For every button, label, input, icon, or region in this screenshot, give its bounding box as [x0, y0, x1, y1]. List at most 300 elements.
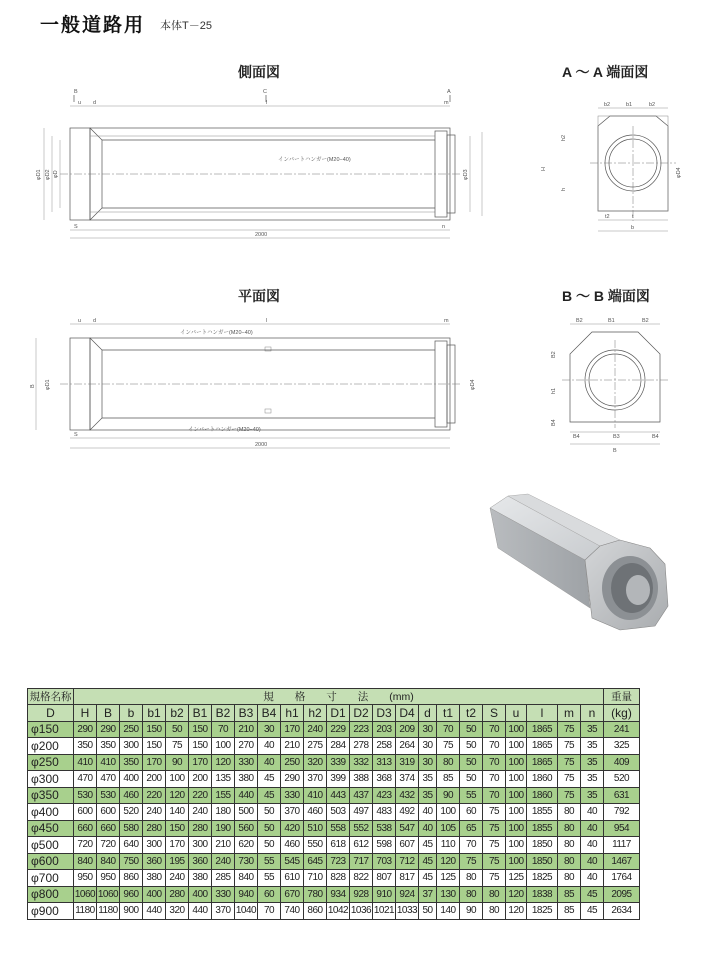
value-cell: 610: [281, 870, 304, 887]
hanger-label: インバートハンガー(M20−40): [278, 157, 351, 163]
table-row: [28, 837, 640, 854]
end-a-view-title: A ～ A 端面図: [562, 64, 649, 80]
column-header: D1: [327, 705, 350, 722]
value-cell: 313: [373, 754, 396, 771]
weight-cell: 409: [604, 754, 640, 771]
value-cell: 399: [327, 771, 350, 788]
value-cell: 740: [281, 903, 304, 920]
label-C: C: [263, 89, 267, 95]
value-cell: 40: [419, 820, 437, 837]
value-cell: 75: [437, 738, 460, 755]
value-cell: 503: [327, 804, 350, 821]
value-cell: 135: [212, 771, 235, 788]
value-cell: 928: [350, 886, 373, 903]
value-cell: 380: [189, 870, 212, 887]
value-cell: 240: [304, 721, 327, 738]
value-cell: 100: [506, 804, 527, 821]
value-cell: 510: [304, 820, 327, 837]
value-cell: 200: [189, 771, 212, 788]
value-cell: 497: [350, 804, 373, 821]
value-cell: 100: [437, 804, 460, 821]
value-cell: 840: [235, 870, 258, 887]
column-header: b2: [166, 705, 189, 722]
svg-text:B1: B1: [608, 318, 615, 324]
weight-cell: 2634: [604, 903, 640, 920]
value-cell: 1855: [527, 820, 558, 837]
value-cell: 70: [460, 837, 483, 854]
value-cell: 828: [327, 870, 350, 887]
value-cell: 550: [304, 837, 327, 854]
value-cell: 100: [506, 787, 527, 804]
side-view-drawing: [30, 84, 470, 254]
table-row: [28, 870, 640, 887]
value-cell: 1042: [327, 903, 350, 920]
value-cell: 350: [97, 738, 120, 755]
svg-text:φD4: φD4: [676, 167, 682, 178]
column-header: n: [581, 705, 604, 722]
value-cell: 170: [166, 837, 189, 854]
svg-text:インバートハンガー(M20−40): インバートハンガー(M20−40): [180, 330, 253, 336]
svg-text:φD2: φD2: [45, 169, 51, 180]
table-row: [28, 820, 640, 837]
value-cell: 545: [281, 853, 304, 870]
value-cell: 374: [396, 771, 419, 788]
value-cell: 75: [166, 738, 189, 755]
value-cell: 240: [212, 853, 235, 870]
end-b-view-title: B ～ B 端面図: [562, 288, 650, 304]
value-cell: 400: [143, 886, 166, 903]
value-cell: 85: [558, 903, 581, 920]
value-cell: 35: [581, 754, 604, 771]
size-cell: φ300: [28, 771, 74, 788]
svg-text:2000: 2000: [255, 232, 268, 238]
value-cell: 258: [373, 738, 396, 755]
table-row: [28, 721, 640, 738]
svg-text:t2: t2: [605, 214, 610, 220]
value-cell: 860: [120, 870, 143, 887]
value-cell: 1060: [74, 886, 97, 903]
value-cell: 339: [327, 754, 350, 771]
group-header: 規 格 寸 法 (mm): [74, 689, 604, 705]
value-cell: 437: [350, 787, 373, 804]
weight-cell: 631: [604, 787, 640, 804]
value-cell: 500: [235, 804, 258, 821]
value-cell: 1865: [527, 738, 558, 755]
svg-text:φD3: φD3: [463, 169, 469, 180]
value-cell: 180: [212, 804, 235, 821]
value-cell: 300: [143, 837, 166, 854]
value-cell: 70: [212, 721, 235, 738]
value-cell: 100: [506, 738, 527, 755]
value-cell: 470: [97, 771, 120, 788]
value-cell: 940: [235, 886, 258, 903]
value-cell: 840: [97, 853, 120, 870]
value-cell: 332: [350, 754, 373, 771]
value-cell: 640: [120, 837, 143, 854]
value-cell: 75: [558, 754, 581, 771]
value-cell: 330: [212, 886, 235, 903]
value-cell: 380: [235, 771, 258, 788]
value-cell: 290: [281, 771, 304, 788]
value-cell: 55: [258, 870, 281, 887]
value-cell: 45: [581, 886, 604, 903]
value-cell: 30: [419, 721, 437, 738]
value-cell: 200: [143, 771, 166, 788]
weight-cell: 520: [604, 771, 640, 788]
value-cell: 45: [419, 870, 437, 887]
value-cell: 80: [558, 870, 581, 887]
value-cell: 35: [581, 771, 604, 788]
value-cell: 275: [304, 738, 327, 755]
value-cell: 75: [558, 738, 581, 755]
svg-text:φD4: φD4: [470, 379, 476, 390]
column-header: t2: [460, 705, 483, 722]
value-cell: 40: [581, 804, 604, 821]
product-photo: [480, 488, 675, 638]
value-cell: 350: [120, 754, 143, 771]
plan-view-title: 平面図: [238, 288, 280, 304]
value-cell: 1021: [373, 903, 396, 920]
value-cell: 190: [212, 820, 235, 837]
value-cell: 75: [483, 837, 506, 854]
end-a-drawing: [540, 86, 690, 246]
value-cell: 80: [558, 820, 581, 837]
value-cell: 934: [327, 886, 350, 903]
column-header: m: [558, 705, 581, 722]
value-cell: 240: [166, 870, 189, 887]
value-cell: 370: [281, 804, 304, 821]
value-cell: 1865: [527, 721, 558, 738]
column-header: d: [419, 705, 437, 722]
svg-text:B2: B2: [576, 318, 583, 324]
value-cell: 538: [373, 820, 396, 837]
side-view-title: 側面図: [238, 64, 280, 80]
size-cell: φ200: [28, 738, 74, 755]
value-cell: 960: [120, 886, 143, 903]
value-cell: 285: [212, 870, 235, 887]
value-cell: 50: [419, 903, 437, 920]
value-cell: 150: [143, 738, 166, 755]
value-cell: 822: [350, 870, 373, 887]
value-cell: 1825: [527, 870, 558, 887]
value-cell: 712: [396, 853, 419, 870]
value-cell: 75: [483, 853, 506, 870]
value-cell: 223: [350, 721, 373, 738]
value-cell: 280: [143, 820, 166, 837]
value-cell: 360: [189, 853, 212, 870]
value-cell: 35: [581, 721, 604, 738]
value-cell: 717: [350, 853, 373, 870]
value-cell: 319: [396, 754, 419, 771]
value-cell: 50: [460, 754, 483, 771]
svg-text:B4: B4: [573, 434, 580, 440]
svg-text:S: S: [74, 224, 78, 230]
value-cell: 120: [506, 886, 527, 903]
value-cell: 600: [97, 804, 120, 821]
value-cell: 75: [558, 771, 581, 788]
table-row: [28, 787, 640, 804]
value-cell: 440: [189, 903, 212, 920]
table-row: [28, 738, 640, 755]
column-header: D3: [373, 705, 396, 722]
value-cell: 40: [581, 870, 604, 887]
value-cell: 1040: [235, 903, 258, 920]
value-cell: 90: [437, 787, 460, 804]
svg-text:φD: φD: [53, 170, 59, 178]
value-cell: 140: [437, 903, 460, 920]
value-cell: 530: [74, 787, 97, 804]
value-cell: 370: [304, 771, 327, 788]
value-cell: 1860: [527, 771, 558, 788]
value-cell: 1036: [350, 903, 373, 920]
value-cell: 1865: [527, 754, 558, 771]
svg-text:h2: h2: [561, 134, 567, 141]
value-cell: 45: [258, 771, 281, 788]
value-cell: 125: [437, 870, 460, 887]
value-cell: 360: [143, 853, 166, 870]
value-cell: 55: [258, 853, 281, 870]
label-A: A: [447, 89, 451, 95]
value-cell: 40: [258, 754, 281, 771]
svg-text:φD1: φD1: [36, 169, 42, 180]
value-cell: 720: [74, 837, 97, 854]
value-cell: 250: [281, 754, 304, 771]
value-cell: 460: [304, 804, 327, 821]
value-cell: 80: [460, 886, 483, 903]
value-cell: 100: [506, 837, 527, 854]
svg-text:t: t: [632, 214, 634, 220]
value-cell: 150: [143, 721, 166, 738]
value-cell: 195: [166, 853, 189, 870]
value-cell: 1033: [396, 903, 419, 920]
svg-text:B: B: [613, 448, 617, 454]
value-cell: 120: [166, 787, 189, 804]
value-cell: 85: [558, 886, 581, 903]
value-cell: 620: [235, 837, 258, 854]
value-cell: 598: [373, 837, 396, 854]
value-cell: 70: [483, 787, 506, 804]
column-header: B1: [189, 705, 212, 722]
column-header: H: [74, 705, 97, 722]
value-cell: 900: [120, 903, 143, 920]
svg-text:u: u: [78, 100, 82, 106]
value-cell: 100: [506, 853, 527, 870]
value-cell: 520: [120, 804, 143, 821]
svg-text:B2: B2: [551, 351, 557, 358]
value-cell: 75: [558, 787, 581, 804]
value-cell: 950: [97, 870, 120, 887]
value-cell: 105: [437, 820, 460, 837]
size-cell: φ800: [28, 886, 74, 903]
value-cell: 210: [235, 721, 258, 738]
svg-text:b: b: [631, 225, 635, 231]
value-cell: 1855: [527, 804, 558, 821]
column-header: b: [120, 705, 143, 722]
value-cell: 50: [258, 837, 281, 854]
value-cell: 75: [483, 820, 506, 837]
value-cell: 40: [581, 853, 604, 870]
svg-text:m: m: [444, 100, 449, 106]
model-label: 本体T－25: [160, 20, 212, 32]
value-cell: 400: [120, 771, 143, 788]
svg-text:B3: B3: [613, 434, 620, 440]
column-header: S: [483, 705, 506, 722]
svg-text:B4: B4: [551, 419, 557, 426]
svg-text:m: m: [444, 318, 449, 324]
column-header: B3: [235, 705, 258, 722]
svg-text:B: B: [30, 384, 36, 388]
value-cell: 460: [281, 837, 304, 854]
value-cell: 40: [581, 820, 604, 837]
svg-text:d: d: [93, 318, 97, 324]
value-cell: 840: [74, 853, 97, 870]
value-cell: 910: [373, 886, 396, 903]
column-header: B: [97, 705, 120, 722]
value-cell: 229: [327, 721, 350, 738]
value-cell: 1850: [527, 853, 558, 870]
svg-text:h: h: [561, 187, 567, 191]
weight-cell: 241: [604, 721, 640, 738]
value-cell: 270: [235, 738, 258, 755]
value-cell: 35: [581, 738, 604, 755]
value-cell: 460: [120, 787, 143, 804]
value-cell: 1860: [527, 787, 558, 804]
value-cell: 210: [281, 738, 304, 755]
value-cell: 530: [97, 787, 120, 804]
value-cell: 80: [483, 886, 506, 903]
corner-header-bottom: D: [28, 705, 74, 722]
value-cell: 290: [74, 721, 97, 738]
value-cell: 440: [143, 903, 166, 920]
value-cell: 90: [460, 903, 483, 920]
value-cell: 75: [483, 804, 506, 821]
size-cell: φ600: [28, 853, 74, 870]
value-cell: 70: [483, 721, 506, 738]
value-cell: 645: [304, 853, 327, 870]
value-cell: 130: [437, 886, 460, 903]
svg-text:d: d: [93, 100, 97, 106]
svg-text:H: H: [541, 167, 547, 171]
value-cell: 50: [460, 738, 483, 755]
value-cell: 670: [281, 886, 304, 903]
value-cell: 250: [120, 721, 143, 738]
value-cell: 807: [373, 870, 396, 887]
value-cell: 400: [189, 886, 212, 903]
value-cell: 203: [373, 721, 396, 738]
table-row: [28, 886, 640, 903]
value-cell: 280: [166, 886, 189, 903]
value-cell: 45: [581, 903, 604, 920]
value-cell: 80: [460, 870, 483, 887]
table-row: [28, 853, 640, 870]
value-cell: 75: [460, 853, 483, 870]
value-cell: 80: [558, 837, 581, 854]
weight-cell: 325: [604, 738, 640, 755]
size-cell: φ350: [28, 787, 74, 804]
value-cell: 470: [74, 771, 97, 788]
value-cell: 55: [460, 787, 483, 804]
svg-text:b1: b1: [626, 102, 633, 108]
column-header: B2: [212, 705, 235, 722]
value-cell: 80: [437, 754, 460, 771]
value-cell: 75: [558, 721, 581, 738]
value-cell: 110: [437, 837, 460, 854]
column-header: b1: [143, 705, 166, 722]
svg-text:h1: h1: [551, 387, 557, 394]
value-cell: 90: [166, 754, 189, 771]
value-cell: 860: [304, 903, 327, 920]
svg-text:n: n: [442, 224, 446, 230]
column-header: u: [506, 705, 527, 722]
size-cell: φ150: [28, 721, 74, 738]
value-cell: 330: [235, 754, 258, 771]
svg-text:B2: B2: [642, 318, 649, 324]
size-cell: φ400: [28, 804, 74, 821]
value-cell: 45: [419, 853, 437, 870]
svg-text:インバートハンガー(M20−40): インバートハンガー(M20−40): [188, 427, 261, 433]
value-cell: 100: [506, 820, 527, 837]
value-cell: 35: [419, 771, 437, 788]
value-cell: 924: [396, 886, 419, 903]
svg-text:2000: 2000: [255, 442, 268, 448]
value-cell: 443: [327, 787, 350, 804]
value-cell: 40: [419, 804, 437, 821]
table-row: [28, 903, 640, 920]
value-cell: 80: [483, 903, 506, 920]
column-header: D2: [350, 705, 373, 722]
value-cell: 580: [120, 820, 143, 837]
value-cell: 410: [304, 787, 327, 804]
value-cell: 558: [327, 820, 350, 837]
value-cell: 210: [212, 837, 235, 854]
value-cell: 380: [143, 870, 166, 887]
plan-view-drawing: [30, 310, 476, 470]
value-cell: 264: [396, 738, 419, 755]
value-cell: 388: [350, 771, 373, 788]
value-cell: 155: [212, 787, 235, 804]
value-cell: 1060: [97, 886, 120, 903]
size-cell: φ450: [28, 820, 74, 837]
column-header: B4: [258, 705, 281, 722]
value-cell: 220: [189, 787, 212, 804]
weight-cell: 1764: [604, 870, 640, 887]
page-title: 一般道路用: [40, 15, 146, 36]
value-cell: 420: [281, 820, 304, 837]
value-cell: 45: [258, 787, 281, 804]
weight-cell: 1117: [604, 837, 640, 854]
value-cell: 120: [506, 903, 527, 920]
value-cell: 150: [189, 738, 212, 755]
value-cell: 1180: [97, 903, 120, 920]
value-cell: 280: [189, 820, 212, 837]
value-cell: 70: [483, 771, 506, 788]
value-cell: 1838: [527, 886, 558, 903]
value-cell: 703: [373, 853, 396, 870]
value-cell: 100: [506, 754, 527, 771]
value-cell: 209: [396, 721, 419, 738]
value-cell: 100: [212, 738, 235, 755]
value-cell: 70: [483, 754, 506, 771]
end-b-drawing: [540, 310, 690, 460]
value-cell: 410: [74, 754, 97, 771]
value-cell: 70: [483, 738, 506, 755]
value-cell: 368: [373, 771, 396, 788]
value-cell: 370: [212, 903, 235, 920]
value-cell: 40: [258, 738, 281, 755]
size-cell: φ700: [28, 870, 74, 887]
value-cell: 220: [143, 787, 166, 804]
weight-header-top: 重量: [604, 689, 640, 705]
